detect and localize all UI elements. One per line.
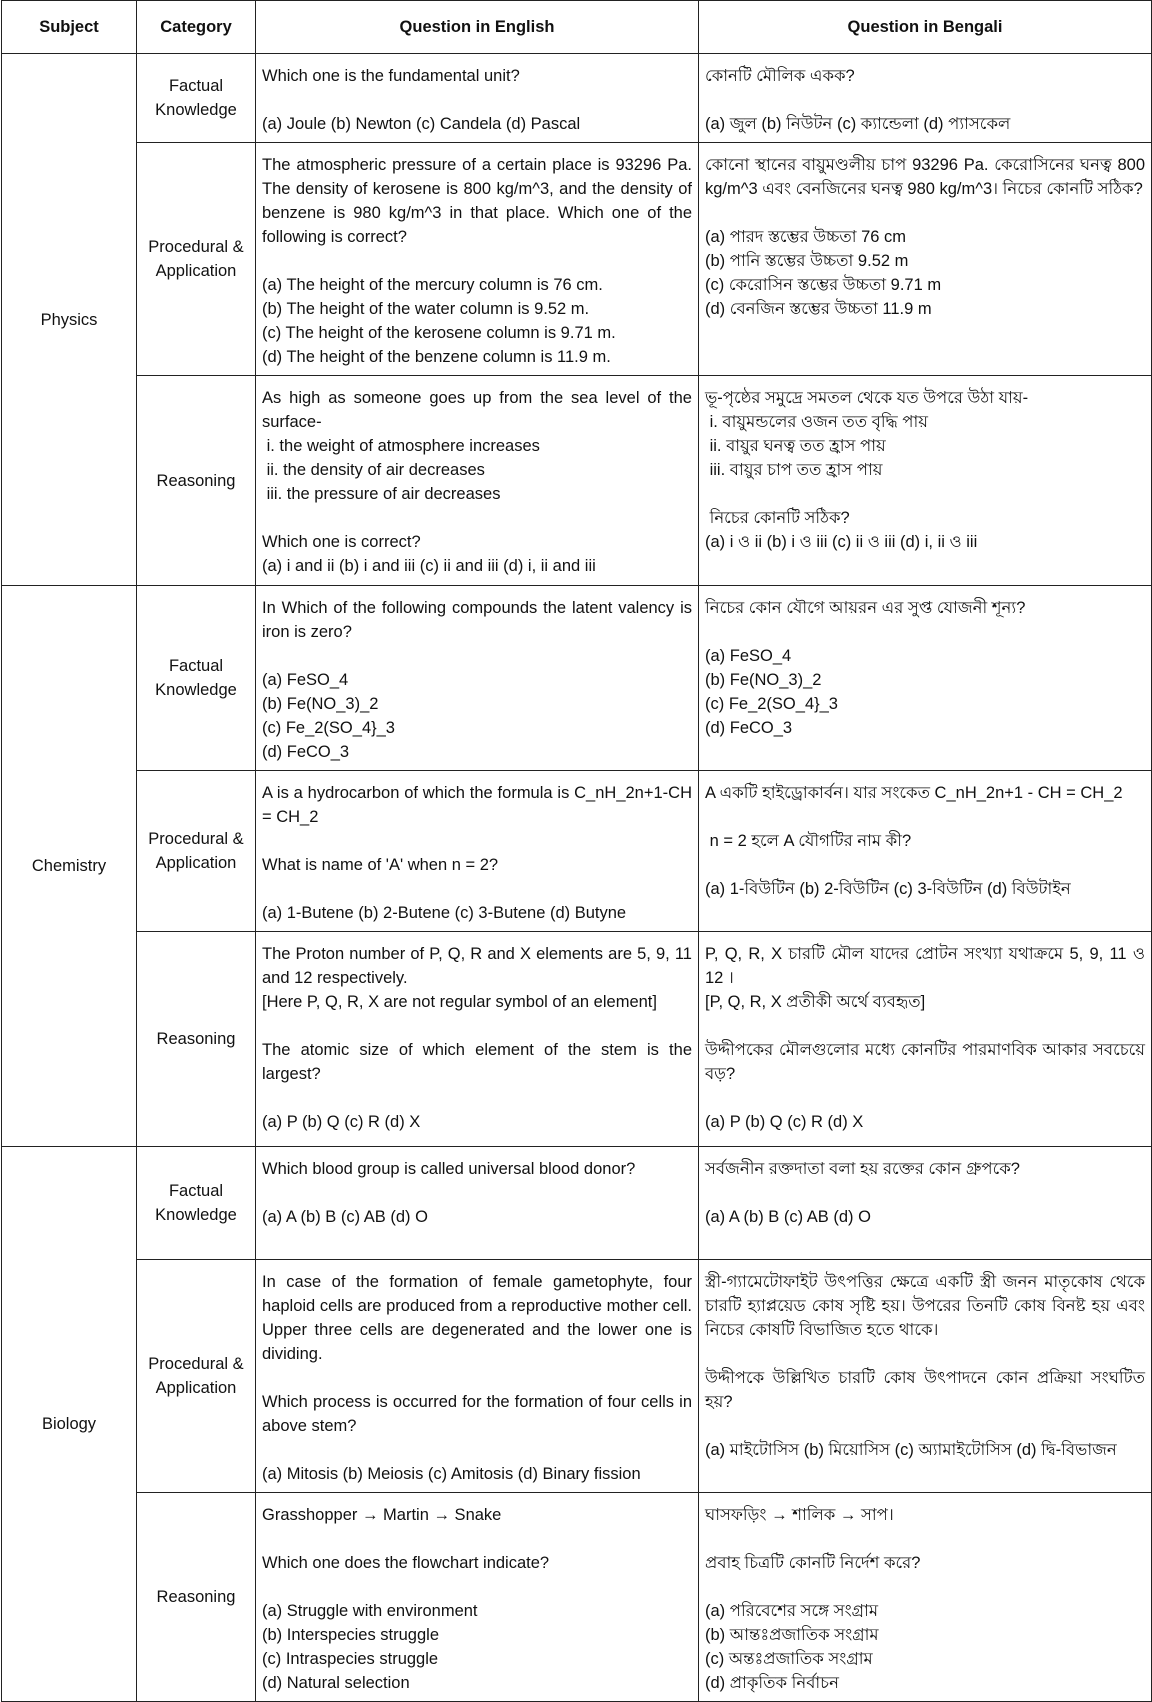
question-line: (c) Fe_2(SO_4}_3 bbox=[705, 695, 838, 713]
question-line: (a) i ও ii (b) i ও iii (c) ii ও iii (d) i, ii ও iii bbox=[705, 533, 978, 551]
subject-cell: Chemistry bbox=[2, 586, 137, 1147]
question-line: (c) Fe_2(SO_4}_3 bbox=[262, 719, 395, 737]
category-cell: Factual Knowledge bbox=[137, 54, 256, 143]
question-line: (a) i and ii (b) i and iii (c) ii and iii (d) i, ii and iii bbox=[262, 557, 596, 575]
question-english-cell bbox=[256, 376, 699, 586]
question-bengali-cell bbox=[699, 1260, 1152, 1493]
blank-line bbox=[262, 506, 692, 530]
question-line: The atmospheric pressure of a certain place is 93296 Pa. The density of kerosene is 800 kg/m^3, and the density of benzene is 980 kg/m^3 in that place. Which one of the following is correct? bbox=[262, 156, 697, 246]
question-line: (c) অন্তঃপ্রজাতিক সংগ্রাম bbox=[705, 1650, 873, 1668]
question-line: সর্বজনীন রক্তদাতা বলা হয় রক্তের কোন গ্রুপকে? bbox=[705, 1160, 1020, 1178]
question-bengali-cell bbox=[699, 771, 1152, 932]
question-english-cell bbox=[256, 1493, 699, 1702]
question-line: প্রবাহ চিত্রটি কোনটি নির্দেশ করে? bbox=[705, 1554, 921, 1572]
question-line: (b) Fe(NO_3)_2 bbox=[262, 695, 379, 713]
category-cell: Procedural & Application bbox=[137, 771, 256, 932]
question-english-cell bbox=[256, 771, 699, 932]
question-line: (a) The height of the mercury column is 76 cm. bbox=[262, 276, 603, 294]
question-line: কোনটি মৌলিক একক? bbox=[705, 67, 855, 85]
question-english-cell bbox=[256, 143, 699, 376]
category-cell: Reasoning bbox=[137, 932, 256, 1147]
question-line: (a) FeSO_4 bbox=[705, 647, 792, 665]
table-row bbox=[2, 586, 1152, 771]
question-line: (a) P (b) Q (c) R (d) X bbox=[705, 1113, 864, 1131]
table-row bbox=[2, 143, 1152, 376]
question-line: ঘাসফড়িং → শালিক → সাপ। bbox=[705, 1506, 894, 1524]
question-line: (a) P (b) Q (c) R (d) X bbox=[262, 1113, 421, 1131]
question-line: In Which of the following compounds the latent valency is iron is zero? bbox=[262, 599, 697, 641]
blank-line bbox=[262, 1181, 692, 1205]
question-line: (a) A (b) B (c) AB (d) O bbox=[262, 1208, 428, 1226]
table-row bbox=[2, 54, 1152, 143]
question-line: (a) Joule (b) Newton (c) Candela (d) Pascal bbox=[262, 115, 581, 133]
question-line: ii. the density of air decreases bbox=[262, 461, 485, 479]
question-line: (a) Mitosis (b) Meiosis (c) Amitosis (d) Binary fission bbox=[262, 1465, 641, 1483]
blank-line bbox=[262, 644, 692, 668]
question-line: (d) FeCO_3 bbox=[262, 743, 350, 761]
question-english-cell bbox=[256, 586, 699, 771]
blank-line bbox=[705, 88, 1145, 112]
table-row bbox=[2, 771, 1152, 932]
category-cell: Procedural & Application bbox=[137, 143, 256, 376]
question-line: (d) প্রাকৃতিক নির্বাচন bbox=[705, 1674, 839, 1692]
question-bengali-cell bbox=[699, 143, 1152, 376]
question-line: (a) পরিবেশের সঙ্গে সংগ্রাম bbox=[705, 1602, 878, 1620]
question-line: (b) আন্তঃপ্রজাতিক সংগ্রাম bbox=[705, 1626, 879, 1644]
question-line: (c) Intraspecies struggle bbox=[262, 1650, 439, 1668]
blank-line bbox=[705, 853, 1145, 877]
table-row bbox=[2, 932, 1152, 1147]
question-line: উদ্দীপকে উল্লিখিত চারটি কোষ উৎপাদনে কোন প্রক্রিয়া সংঘটিত হয়? bbox=[705, 1369, 1150, 1411]
table-row bbox=[2, 1260, 1152, 1493]
question-line: (b) Fe(NO_3)_2 bbox=[705, 671, 822, 689]
category-cell: Reasoning bbox=[137, 1493, 256, 1702]
question-table bbox=[1, 0, 1152, 1702]
blank-line bbox=[262, 1575, 692, 1599]
blank-line bbox=[705, 1575, 1145, 1599]
subject-cell: Biology bbox=[2, 1147, 137, 1702]
question-line: i. বায়ুমন্ডলের ওজন তত বৃদ্ধি পায় bbox=[705, 413, 929, 431]
question-line: (a) A (b) B (c) AB (d) O bbox=[705, 1208, 871, 1226]
question-bengali-cell bbox=[699, 1493, 1152, 1702]
blank-line bbox=[262, 1438, 692, 1462]
question-line: (a) পারদ স্তম্ভের উচ্চতা 76 cm bbox=[705, 228, 907, 246]
blank-line bbox=[262, 249, 692, 273]
question-line: (c) The height of the kerosene column is 9.71 m. bbox=[262, 324, 616, 342]
header-subject: Subject bbox=[2, 1, 137, 54]
blank-line bbox=[262, 829, 692, 853]
question-line: (d) বেনজিন স্তম্ভের উচ্চতা 11.9 m bbox=[705, 300, 932, 318]
question-line: Which one is the fundamental unit? bbox=[262, 67, 520, 85]
question-line: (b) The height of the water column is 9.52 m. bbox=[262, 300, 590, 318]
question-line: [P, Q, R, X প্রতীকী অর্থে ব্যবহৃত] bbox=[705, 993, 926, 1011]
blank-line bbox=[262, 1527, 692, 1551]
question-line: (a) জুল (b) নিউটন (c) ক্যান্ডেলা (d) প্যাসকেল bbox=[705, 115, 1011, 133]
question-line: (d) FeCO_3 bbox=[705, 719, 793, 737]
question-line: As high as someone goes up from the sea level of the surface- bbox=[262, 389, 697, 431]
question-english-cell bbox=[256, 1147, 699, 1260]
question-line: iii. বায়ুর চাপ তত হ্রাস পায় bbox=[705, 461, 883, 479]
subject-cell: Physics bbox=[2, 54, 137, 586]
blank-line bbox=[262, 88, 692, 112]
category-cell: Factual Knowledge bbox=[137, 1147, 256, 1260]
question-line: n = 2 হলে A যৌগটির নাম কী? bbox=[705, 832, 912, 850]
question-line: স্ত্রী-গ্যামেটোফাইট উৎপত্তির ক্ষেত্রে একটি স্ত্রী জনন মাতৃকোষ থেকে চারটি হ্যাপ্লয়েড কোষ সৃষ্টি হয়। উপরের তিনটি কোষ বিনষ্ট হয় এবং নিচের কোষটি বিভাজিত হতে থাকে। bbox=[705, 1273, 1150, 1339]
blank-line bbox=[262, 1086, 692, 1110]
question-line: The Proton number of P, Q, R and X elements are 5, 9, 11 and 12 respectively. bbox=[262, 945, 697, 987]
question-line: What is name of 'A' when n = 2? bbox=[262, 856, 499, 874]
question-line: (a) FeSO_4 bbox=[262, 671, 349, 689]
question-line: (d) Natural selection bbox=[262, 1674, 410, 1692]
question-line: A is a hydrocarbon of which the formula is C_nH_2n+1-CH = CH_2 bbox=[262, 784, 697, 826]
question-english-cell bbox=[256, 54, 699, 143]
question-line: (a) Struggle with environment bbox=[262, 1602, 478, 1620]
question-line: i. the weight of atmosphere increases bbox=[262, 437, 540, 455]
blank-line bbox=[705, 1014, 1145, 1038]
question-line: (d) The height of the benzene column is 11.9 m. bbox=[262, 348, 611, 366]
category-cell: Factual Knowledge bbox=[137, 586, 256, 771]
blank-line bbox=[705, 201, 1145, 225]
question-line: Grasshopper → Martin → Snake bbox=[262, 1506, 502, 1524]
blank-line bbox=[705, 482, 1145, 506]
blank-line bbox=[262, 1366, 692, 1390]
question-line: ভূ-পৃষ্ঠের সমুদ্রে সমতল থেকে যত উপরে উঠা যায়- bbox=[705, 389, 1029, 407]
question-line: (a) 1-বিউটিন (b) 2-বিউটিন (c) 3-বিউটিন (d) বিউটাইন bbox=[705, 880, 1071, 898]
question-line: iii. the pressure of air decreases bbox=[262, 485, 501, 503]
question-line: (a) 1-Butene (b) 2-Butene (c) 3-Butene (d) Butyne bbox=[262, 904, 627, 922]
blank-line bbox=[262, 1014, 692, 1038]
header-english: Question in English bbox=[256, 1, 699, 54]
question-line: Which blood group is called universal blood donor? bbox=[262, 1160, 636, 1178]
question-line: (c) কেরোসিন স্তম্ভের উচ্চতা 9.71 m bbox=[705, 276, 942, 294]
blank-line bbox=[705, 1342, 1145, 1366]
question-bengali-cell bbox=[699, 54, 1152, 143]
blank-line bbox=[262, 877, 692, 901]
question-bengali-cell bbox=[699, 586, 1152, 771]
question-bengali-cell bbox=[699, 1147, 1152, 1260]
question-line: (b) পানি স্তম্ভের উচ্চতা 9.52 m bbox=[705, 252, 909, 270]
question-line: The atomic size of which element of the stem is the largest? bbox=[262, 1041, 697, 1083]
question-line: কোনো স্থানের বায়ুমণ্ডলীয় চাপ 93296 Pa. কেরোসিনের ঘনত্ব 800 kg/m^3 এবং বেনজিনের ঘনত্ব 980 kg/m^3। নিচের কোনটি সঠিক? bbox=[705, 156, 1150, 198]
blank-line bbox=[705, 1086, 1145, 1110]
question-line: নিচের কোনটি সঠিক? bbox=[705, 509, 850, 527]
blank-line bbox=[705, 620, 1145, 644]
table-row bbox=[2, 376, 1152, 586]
header-row bbox=[2, 1, 1152, 54]
question-english-cell bbox=[256, 932, 699, 1147]
blank-line bbox=[705, 805, 1145, 829]
question-bengali-cell bbox=[699, 376, 1152, 586]
question-line: Which process is occurred for the formation of four cells in above stem? bbox=[262, 1393, 697, 1435]
header-bengali: Question in Bengali bbox=[699, 1, 1152, 54]
blank-line bbox=[705, 1527, 1145, 1551]
question-line: In case of the formation of female gametophyte, four haploid cells are produced from a reproductive mother cell. Upper three cells are degenerated and the lower one is dividing. bbox=[262, 1273, 697, 1363]
question-line: নিচের কোন যৌগে আয়রন এর সুপ্ত যোজনী শূন্য? bbox=[705, 599, 1026, 617]
question-line: ii. বায়ুর ঘনত্ব তত হ্রাস পায় bbox=[705, 437, 886, 455]
question-bengali-cell bbox=[699, 932, 1152, 1147]
question-english-cell bbox=[256, 1260, 699, 1493]
question-line: Which one does the flowchart indicate? bbox=[262, 1554, 550, 1572]
header-category: Category bbox=[137, 1, 256, 54]
question-line: (b) Interspecies struggle bbox=[262, 1626, 439, 1644]
blank-line bbox=[705, 1181, 1145, 1205]
category-cell: Procedural & Application bbox=[137, 1260, 256, 1493]
table-row bbox=[2, 1147, 1152, 1260]
question-line: [Here P, Q, R, X are not regular symbol of an element] bbox=[262, 993, 657, 1011]
blank-line bbox=[705, 1414, 1145, 1438]
question-line: A একটি হাইড্রোকার্বন। যার সংকেত C_nH_2n+1 - CH = CH_2 bbox=[705, 784, 1123, 802]
question-line: উদ্দীপকের মৌলগুলোর মধ্যে কোনটির পারমাণবিক আকার সবচেয়ে বড়? bbox=[705, 1041, 1150, 1083]
question-line: P, Q, R, X চারটি মৌল যাদের প্রোটন সংখ্যা যথাক্রমে 5, 9, 11 ও 12 । bbox=[705, 945, 1150, 987]
question-line: (a) মাইটোসিস (b) মিয়োসিস (c) অ্যামাইটোসিস (d) দ্বি-বিভাজন bbox=[705, 1441, 1117, 1459]
category-cell: Reasoning bbox=[137, 376, 256, 586]
question-line: Which one is correct? bbox=[262, 533, 421, 551]
table-row bbox=[2, 1493, 1152, 1702]
